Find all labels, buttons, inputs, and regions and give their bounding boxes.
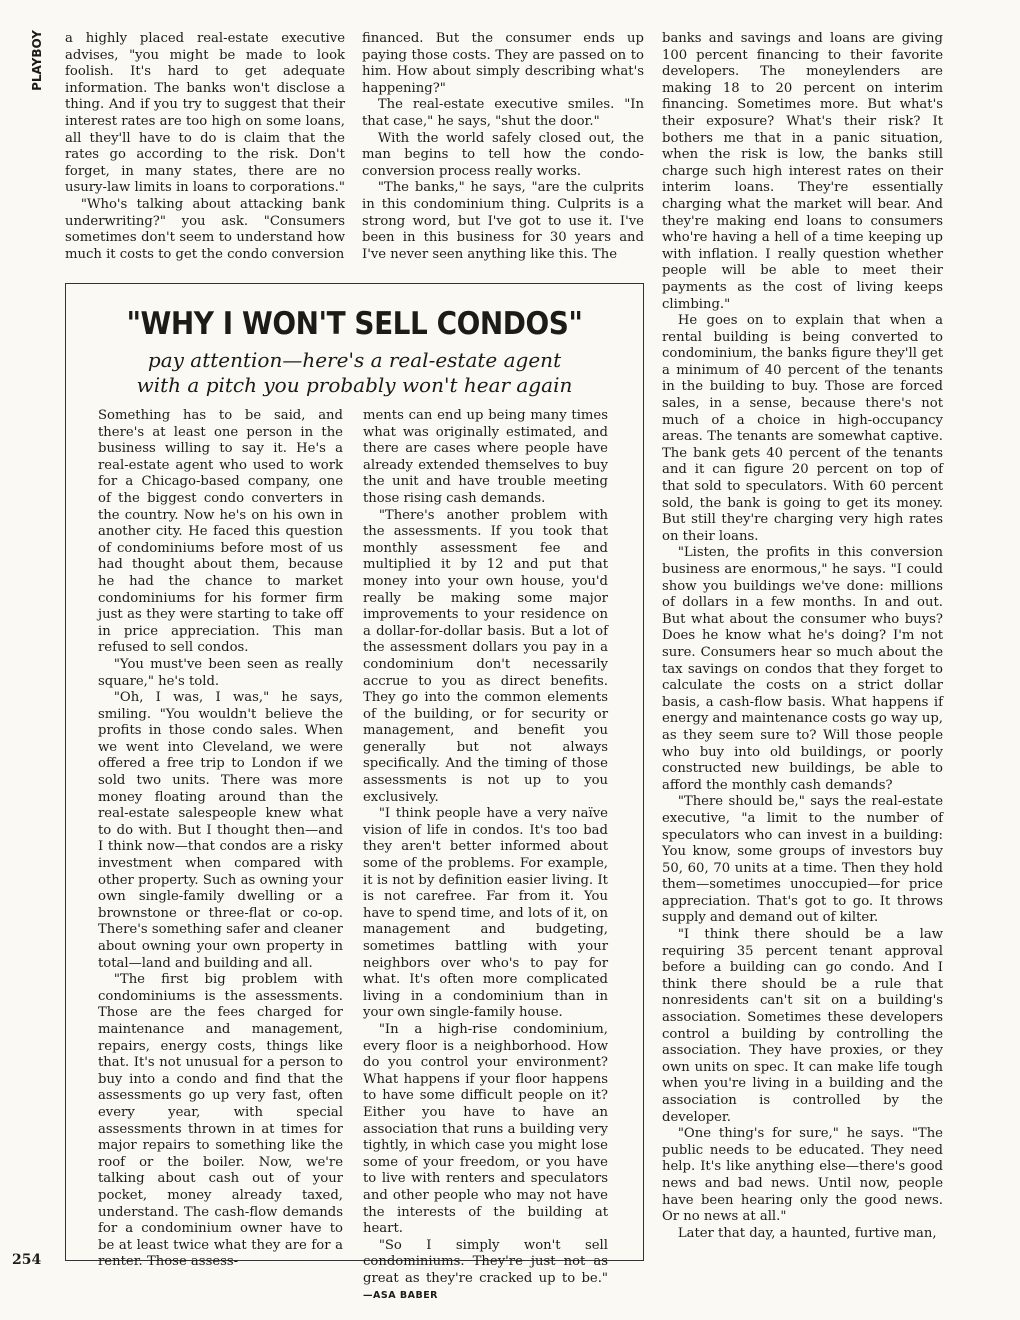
paragraph: "The first big problem with condominiums is the assessments. Those are the fees charged for maintenance and management, repairs, energy costs, things like that. It's not unusual for a person to buy into a condo and find that the assessments go up very fast, often every year, with special assessments thrown in at times for major repairs to something like the roof or the boiler. Now, we're talking about cash out of your pocket, money already taxed, understand. The cash-flow demands for a condominium owner have to be at least twice what they are for a renter. Those assess- — [98, 972, 343, 1270]
box-deck — [66, 348, 643, 398]
paragraph: "There should be," says the real-estate executive, "a limit to the number of speculators who can invest in a building: You know, some groups of investors buy 50, 60, 70 units at a time. Then they hold them—sometimes unoccupied—for price appreciation. That's got to go. It throws supply and demand out of kilter. — [662, 794, 943, 926]
paragraph: He goes on to explain that when a rental building is being converted to condominium, the banks figure they'll get a minimum of 40 percent of the tenants in the building to buy. Those are forced sales, in a sense, because there's not much of a choice in high-occupancy areas. The tenants are somewhat captive. The bank gets 40 percent of the tenants and it can figure 20 percent on top of that sold to speculators. With 60 percent sold, the bank is going to get its money. But still they're charging very high rates on their loans. — [662, 313, 943, 544]
paragraph: With the world safely closed out, the man begins to tell how the condo-conversion process really works. — [362, 130, 644, 179]
paragraph: "You must've been seen as really square," he's told. — [98, 656, 343, 689]
deck-line-1: pay attention—here's a real-estate agent — [147, 348, 562, 372]
deck-line-2: with a pitch you probably won't hear again — [136, 373, 573, 397]
paragraph: Something has to be said, and there's at least one person in the business willing to say it. He's a real-estate agent who used to work for a Chicago-based company, one of the biggest condo converters in the country. Now he's on his own in another city. He faced this question of condominiums before most of us had thought about them, because he had the chance to market condominiums for his former firm just as they were starting to take off in price appreciation. This man refused to sell condos. — [98, 408, 343, 656]
paragraph: financed. But the consumer ends up paying those costs. They are passed on to him. How about simply describing what's happening?" — [362, 31, 644, 96]
top-column-2 — [362, 31, 644, 263]
paragraph: a highly placed real-estate executive advises, "you might be made to look foolish. It's hard to get adequate information. The banks won't disclose a thing. And if you try to suggest that their interest rates are too high on some loans, all they'll have to do is claim that the rates go according to the risk. Don't forget, in many states, there are no usury-law limits in loans to corporations." — [65, 31, 345, 196]
paragraph: "I think people have a very naïve vision of life in condos. It's too bad they aren't better informed about some of the problems. For example, it is not by definition easier living. It is not carefree. Far from it. You have to spend time, and lots of it, on management and budgeting, sometimes battling with your neighbors over who's to pay for what. It's often more complicated living in a condominium than in your own single-family house. — [363, 806, 608, 1021]
right-column — [662, 31, 943, 1242]
paragraph: "The banks," he says, "are the culprits in this condominium thing. Culprits is a strong word, but I've got to use it. I've been in this business for 30 years and I've never seen anything like this. The — [362, 180, 644, 262]
paragraph: "There's another problem with the assessments. If you took that monthly assessment fee and multiplied it by 12 and put that money into your own house, you'd really be making some major improvements to your residence on a dollar-for-dollar basis. But a lot of the assessment dollars you pay in a condominium don't necessarily accrue to you as direct benefits. They go into the common elements of the building, or for security or management, and benefit you generally but not always specifically. And the timing of those assessments is not up to you exclusively. — [363, 507, 608, 805]
paragraph — [363, 1238, 608, 1305]
box-column-2 — [363, 408, 608, 1305]
paragraph: "I think there should be a law requiring 35 percent tenant approval before a building can go condo. And I think there should be a rule that nonresidents can't sit on a building's association. Sometimes these developers control a building by controlling the association. They have proxies, or they own units on spec. It can make life tough when you're living in a building and the association is controlled by the developer. — [662, 927, 943, 1125]
sidebar-box — [65, 283, 644, 1302]
paragraph: banks and savings and loans are giving 100 percent financing to their favorite developers. The moneylenders are making 18 to 20 percent on interim financing. Sometimes more. But what's their exposure? What's their risk? It bothers me that in a panic situation, when the risk is low, the banks still charge such high interest rates on their interim loans. They're essentially charging what the market will bear. And they're making end loans to consumers who're having a hell of a time keeping up with inflation. I really question whether people will be able to meet their payments as the cost of living keeps climbing." — [662, 31, 943, 312]
byline: —ASA BABER — [363, 1290, 438, 1302]
paragraph: ments can end up being many times what was originally estimated, and there are cases where people have already extended themselves to buy the unit and have trouble meeting those rising cash demands. — [363, 408, 608, 506]
paragraph: "In a high-rise condominium, every floor is a neighborhood. How do you control your environment? What happens if your floor happens to have some difficult people on it? Either you have to have an association that runs a building very tightly, in which case you might lose some of your freedom, or you have to live with renters and speculators and other people who may not have the interests of the building at heart. — [363, 1021, 608, 1237]
magazine-name: PLAYBOY — [30, 30, 44, 91]
paragraph: The real-estate executive smiles. "In that case," he says, "shut the door." — [362, 97, 644, 129]
paragraph: "One thing's for sure," he says. "The public needs to be educated. They need help. It's like anything else—there's good news and bad news. Until now, people have been hearing only the good news. Or no news at all." — [662, 1126, 943, 1225]
paragraph: Later that day, a haunted, furtive man, — [677, 1225, 937, 1241]
page-number: 254 — [12, 1252, 42, 1268]
box-column-1 — [98, 408, 343, 1271]
box-headline: "WHY I WON'T SELL CONDOS" — [126, 306, 583, 342]
paragraph: "Who's talking about attacking bank underwriting?" you ask. "Consumers sometimes don't seem to understand how much it costs to get the condo conversion — [65, 196, 345, 262]
paragraph: "Oh, I was, I was," he says, smiling. "You wouldn't believe the profits in those condo sales. When we went into Cleveland, we were offered a free trip to London if we sold two units. There was more money floating around than the real-estate salespeople knew what to do with. But I thought then—and I think now—that condos are a risky investment when compared with other property. Such as owning your own single-family dwelling or a brownstone or three-flat or co-op. There's something safer and cleaner about owning your own property in total—land and building and all. — [98, 690, 343, 971]
closing-quote: "So I simply won't sell condominiums. They're just not as great as they're cracked up to be." — [363, 1237, 608, 1286]
paragraph: "Listen, the profits in this conversion business are enormous," he says. "I could show you buildings we've done: millions of dollars in a few months. In and out. But what about the consumer who buys? Does he know what he's doing? I'm not sure. Consumers hear so much about the tax savings on condos that they forget to calculate the costs on a strict dollar basis, a cash-flow basis. What happens if energy and maintenance costs go way up, as they seem sure to? Will those people who buy into old buildings, or poorly constructed new buildings, be able to afford the monthly cash demands? — [662, 545, 943, 793]
top-column-1 — [65, 31, 345, 263]
